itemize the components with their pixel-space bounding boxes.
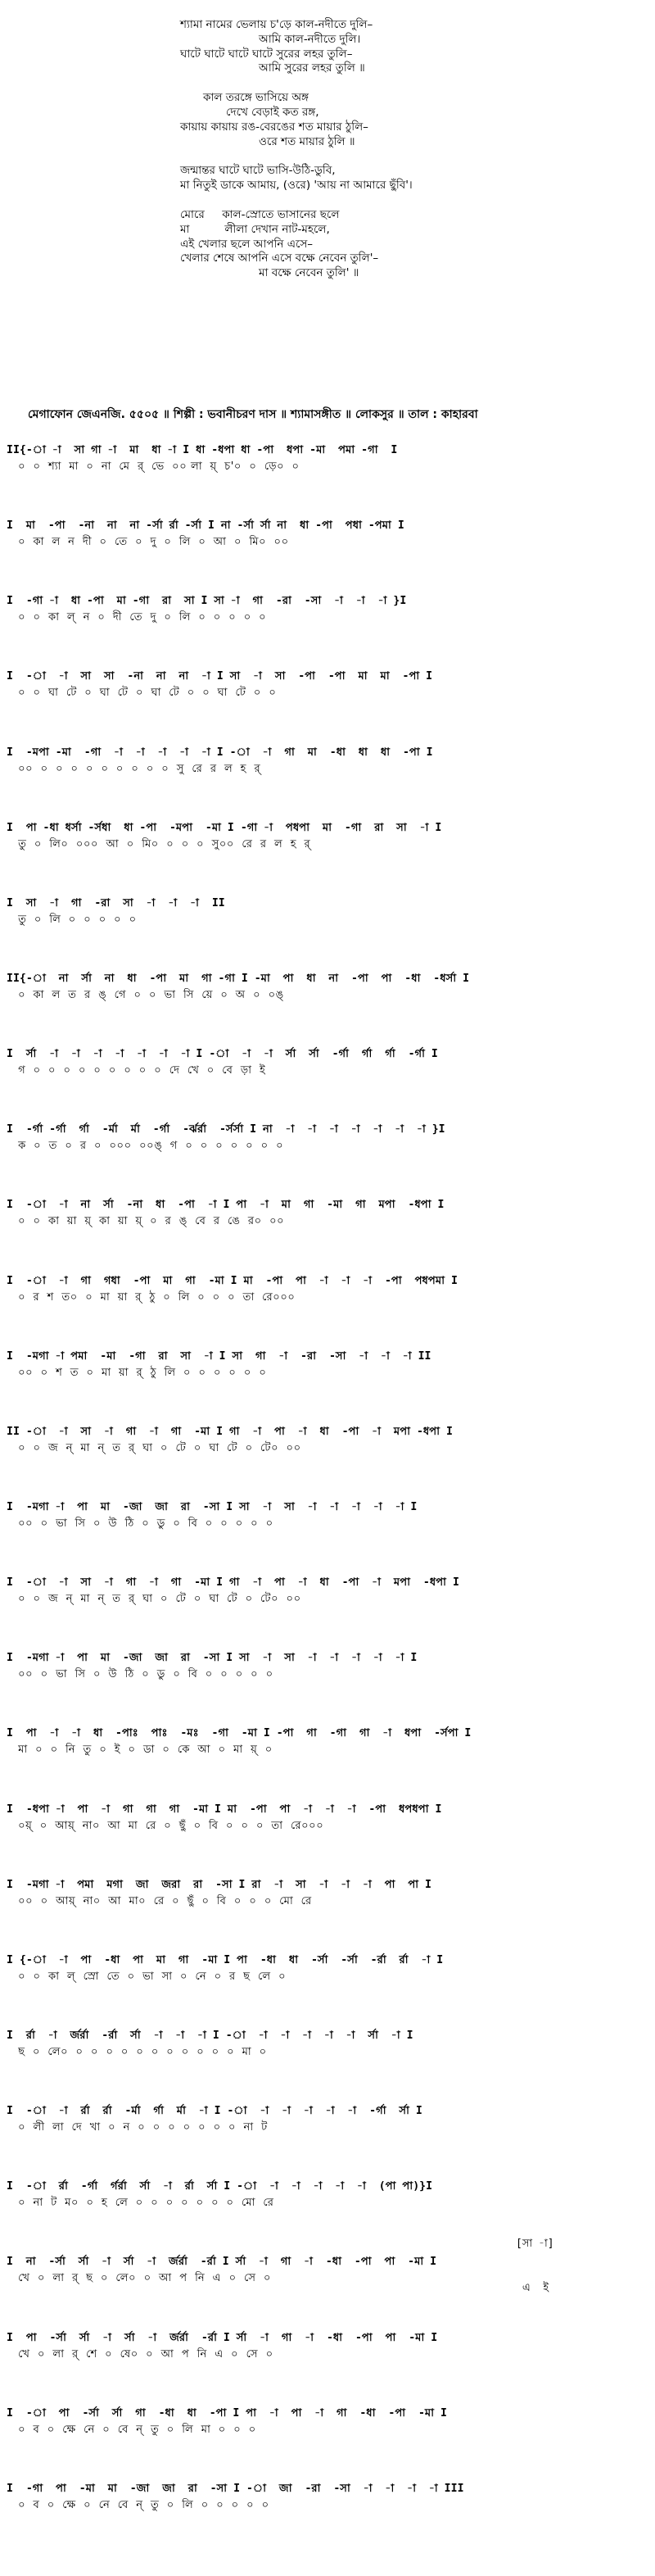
notation-block [7, 1575, 459, 1608]
lyrics-line: কাল তরঙ্গে ভাসিয়ে অঙ্গ [203, 91, 309, 105]
notation-block [7, 669, 432, 701]
notation-block [7, 2179, 432, 2211]
notation-notes-row: I -মগা -া পমা মগা জা জরা রা -সা I রা -া সা -া -া -া পা পা I [7, 1879, 431, 1891]
notation-syllable-row: ০য়্ ০ আয়্ না০ আ মা রে ০ ছুঁ ০ বি ০ ০ ০ তা রে০০০ [7, 1820, 324, 1832]
notation-block [7, 2103, 422, 2136]
notation-syllable-row: ০ কা ল ত র ঙ্ গে ০ ০ ভা সি য়ে ০ অ ০ ০ঙ্ [7, 989, 284, 1001]
notation-syllable-row: তু ০ লি ০ ০ ০ ০ ০ [7, 914, 137, 926]
notation-syllable-row: ০০ ০ আয়্ না০ আ মা০ রে ০ ছুঁ ০ বি ০ ০ ০ মো রে [7, 1895, 312, 1907]
notation-block [7, 1273, 458, 1306]
lyrics-line: দেখে বেড়াই কত রঙ্গ, [226, 105, 319, 119]
notation-syllable-row: ছ ০ লে০ ০ ০ ০ ০ ০ ০ ০ ০ ০ ০ ০ মা ০ [7, 2046, 267, 2058]
notation-syllable-row: ০ ০ জ ন্ মা ন্ ত র্ ঘা ০ টে ০ ঘা টে ০ টে০ ০০ [7, 1593, 301, 1605]
notation-block [7, 518, 404, 551]
notation-syllable-row: ০০ ০ ০ ০ ০ ০ ০ ০ ০ ০ সু রে র ল হ র্ [7, 763, 261, 775]
notation-notes-row: I {-া -া পা -ধা পা মা গা -মা I পা -ধা ধা -র্সা -র্সা -র্রা র্রা -া I [7, 1954, 444, 1966]
notation-syllable-row: ০ লী লা দে খা ০ ন ০ ০ ০ ০ ০ ০ ০ না ট [7, 2121, 268, 2134]
notation-block [7, 1726, 471, 1758]
notation-notes-row: I পা -া -া ধা -পাঃ পাঃ -মঃ -গা -মা I -পা গা -গা গা -া ধপা -র্সপা I [7, 1727, 472, 1739]
notation-syllable-row: ০ র শ ত০ ০ মা য়া র্ ঠু ০ লি ০ ০ ০ তা রে০০০ [7, 1291, 296, 1304]
notation-notes-row: I -মগা -া পা মা -জা জা রা -সা I সা -া সা -া -া -া -া -া I [7, 1652, 418, 1664]
notation-syllable-row: মা ০ ০ নি তু ০ ই ০ ডা ০ কে আ ০ মা য়্ ০ [7, 1744, 273, 1756]
lyrics-stanza [180, 91, 524, 149]
notation-syllable-row: তু ০ লি০ ০০০ আ ০ মি০ ০ ০ ০ সু০০ রে র ল হ র্ [7, 838, 311, 850]
notation-syllable-row: ০ ০ কা ল্ ন ০ দী তে দু ০ লি ০ ০ ০ ০ ০ [7, 611, 267, 624]
annotation-note [516, 2207, 554, 2311]
notation-notes-row: I -া -া গা গধা -পা মা গা -মা I মা -পা পা -া -া -া -পা পধপমা I [7, 1275, 458, 1287]
lyrics-line: মোরে কাল-স্রোতে ভাসানের ছলে [180, 207, 340, 221]
notation-block [7, 971, 469, 1004]
notation-block [7, 1650, 417, 1683]
notation-syllable-row: খে ০ লা র্ শে ০ ষে০ ০ আ প নি এ ০ সে ০ [7, 2348, 273, 2361]
notation-block [7, 2481, 464, 2514]
notation-syllable-row: ০ কা ল ন দী ০ তে ০ দু ০ লি ০ আ ০ মি০ ০০ [7, 536, 289, 548]
notation-block [7, 820, 441, 853]
lyrics-line: জন্মান্তর ঘাটে ঘাটে ভাসি-উঠি-ডুবি, [180, 164, 336, 178]
annotation-notes: [সা -া] [516, 2238, 554, 2250]
notation-block [7, 1424, 453, 1457]
lyrics-line: এই খেলার ছলে আপনি এসে– [180, 237, 314, 251]
notation-notes-row: I -গা -া ধা -পা মা -গা রা সা I সা -া গা -রা -সা -া -া -া }I [7, 595, 407, 607]
notation-notes-row: I র্রা -া র্জর্রা -র্রা র্সা -া -া -া I -া -া -া -া -া -া র্সা -া I [7, 2030, 413, 2042]
notation-notes-row: I -া র্রা -র্গা র্গর্রা র্সা -া র্রা র্সা I -া -া -া -া -া -া (পা পা)}I [7, 2180, 433, 2193]
notation-block [7, 1349, 431, 1381]
lyrics-line: ঘাটে ঘাটে ঘাটে ঘাটে সুরের লহর তুলি– [180, 47, 353, 61]
notation-notes-row: I পা -ধা ধর্সা -র্সধা ধা -পা -মপা -মা I -গা -া পধপা মা -গা রা সা -া I [7, 822, 442, 834]
notation-notes-row: I -গা পা -মা মা -জা জা রা -সা I -া জা -রা -সা -া -া -া -া III [7, 2483, 464, 2495]
notation-block [7, 1877, 431, 1910]
lyrics-stanza [180, 18, 524, 76]
lyrics-line: মা বক্ষে নেবেন তুলি' ॥ [259, 266, 359, 280]
notation-block [7, 593, 406, 626]
notation-notes-row: I -া -া না র্সা -না ধা -পা -া I পা -া মা গা -মা গা মপা -ধপা I [7, 1199, 445, 1211]
lyrics-line: আমি সুরের লহর তুলি ॥ [259, 61, 365, 75]
notation-syllable-row: ০০ ০ ভা সি ০ উ ঠি ০ ডু ০ বি ০ ০ ০ ০ ০ [7, 1517, 273, 1530]
notation-syllable-row: ০ না ট ম০ ০ হ লে ০ ০ ০ ০ ০ ০ ০ মো রে [7, 2197, 274, 2209]
lyrics-line: ওরে শত মায়ার ঠুলি ॥ [259, 134, 355, 148]
notation-notes-row: I -া -া র্রা র্রা -র্মা র্গা র্মা -া I -া -া -া -া -া -া -র্গা র্সা I [7, 2105, 422, 2117]
notation-syllable-row: ০০ ০ শ ত ০ মা য়া র্ ঠু লি ০ ০ ০ ০ ০ ০ [7, 1367, 267, 1379]
notation-notes-row: I র্সা -া -া -া -া -া -া -া I -া -া -া র্সা র্সা -র্গা র্গা র্গা -র্গা I [7, 1048, 438, 1060]
notation-notes-row: I -া -া সা -া গা -া গা -মা I গা -া পা -া ধা -পা -া মপা -ধপা I [7, 1576, 459, 1589]
notation-block [7, 2330, 437, 2363]
notation-notes-row: II{-া -া সা গা -া মা ধা -া I ধা -ধপা ধা -পা ধপা -মা পমা -গা I [7, 444, 398, 456]
notation-block [7, 1802, 441, 1834]
notation-block [7, 2406, 447, 2438]
notation-notes-row: II{-া না র্সা না ধা -পা মা গা -গা I -মা পা ধা না -পা পা -ধা -ধর্সা I [7, 973, 470, 985]
notation-syllable-row: ০ ০ জ ন্ মা ন্ ত র্ ঘা ০ টে ০ ঘা টে ০ টে০ ০০ [7, 1442, 301, 1454]
notation-syllable-row: ০০ ০ ভা সি ০ উ ঠি ০ ডু ০ বি ০ ০ ০ ০ ০ [7, 1668, 273, 1680]
notation-notes-row: II -া -া সা -া গা -া গা -মা I গা -া পা -া ধা -পা -া মপা -ধপা I [7, 1426, 453, 1438]
notation-notes-row: I -মগা -া পমা -মা -গা রা সা -া I সা গা -া -রা -সা -া -া -া II [7, 1350, 431, 1363]
lyrics-line: কায়ায় কায়ায় রঙ-বেরঙের শত মায়ার ঠুলি– [180, 120, 368, 134]
notation-notes-row: I -া পা -র্সা র্সা গা -ধা ধা -পা I পা -া পা -া গা -ধা -পা -মা I [7, 2407, 447, 2420]
notation-syllable-row: ০ ০ কা য়া য়্ কা য়া য়্ ০ র ঙ্ বে র ঙে র০ ০০ [7, 1215, 285, 1227]
lyrics-line: মা লীলা দেখান নাট-মহলে, [180, 222, 330, 236]
notation-block [7, 442, 397, 475]
notation-notes-row: I -ধপা -া পা -া গা গা গা -মা I মা -পা পা -া -া -া -পা ধপধপা I [7, 1803, 442, 1816]
notation-syllable-row: ০ ব ০ ক্ষে ০ নে বে ন্ তু ০ লি ০ ০ ০ ০ ০ [7, 2499, 269, 2511]
notation-block [7, 745, 433, 778]
lyrics-stanza [180, 164, 524, 193]
notation-notes-row: I সা -া গা -রা সা -া -া -া II [7, 897, 225, 909]
notation-block [7, 1046, 438, 1079]
lyrics-line: খেলার শেষে আপনি এসে বক্ষে নেবেন তুলি'– [180, 252, 379, 265]
notation-block [7, 1122, 445, 1154]
notation-syllable-row: ০ ০ কা ল্ স্রো তে ০ ভা সা ০ নে ০ র ছ লে ০ [7, 1971, 287, 1983]
notation-notes-row: I -া -া সা সা -না না না -া I সা -া সা -পা -পা মা মা -পা I [7, 670, 433, 683]
notation-block [7, 1499, 417, 1532]
notation-notes-row: I না -র্সা র্সা -া র্সা -া র্জর্রা -র্রা I র্সা -া গা -া -ধা -পা পা -মা I [7, 2256, 437, 2268]
notation-notes-row: I মা -পা -না না না -র্সা র্রা -র্সা I না -র্সা র্সা না ধা -পা পধা -পমা I [7, 519, 404, 532]
lyrics [180, 18, 524, 296]
notation-notes-row: I -মগা -া পা মা -জা জা রা -সা I সা -া সা -া -া -া -া -া I [7, 1501, 418, 1513]
notation-block [7, 1952, 443, 1985]
annotation-syllables: এ ই [516, 2282, 549, 2294]
notation-syllable-row: গ ০ ০ ০ ০ ০ ০ ০ ০ ০ দে খে ০ বে ড়া ই [7, 1064, 266, 1077]
notation-block [7, 896, 225, 928]
notation-syllable-row: ০ ০ ঘা টে ০ ঘা টে ০ ঘা টে ০ ০ ঘা টে ০ ০ [7, 687, 277, 699]
lyrics-line: মা নিতুই ডাকে আমায়, (ওরে) 'আয় না আমারে ছুঁবি'। [180, 179, 413, 193]
notation-notes-row: I পা -র্সা র্সা -া র্সা -া র্জর্রা -র্রা I র্সা -া গা -া -ধা -পা পা -মা I [7, 2332, 438, 2344]
lyrics-line: শ্যামা নামের ভেলায় চ'ড়ে কাল-নদীতে দুলি– [180, 18, 373, 31]
notation-block [7, 2028, 413, 2061]
notation-block [7, 1197, 444, 1230]
song-title-line: মেগাফোন জেএনজি. ৫৫০৫ ॥ শিল্পী : ভবানীচরণ দাস ॥ শ্যামাসঙ্গীত ॥ লোকসুর ॥ তাল : কাহারবা [28, 408, 478, 421]
notation-syllable-row: ০ ব ০ ক্ষে নে ০ বে ন্ তু ০ লি মা ০ ০ ০ [7, 2424, 256, 2436]
lyrics-stanza [180, 208, 524, 281]
notation-syllable-row: ০ ০ শ্যা মা ০ না মে র্ ভে ০০ লা য়্ চ'০ ০ ড়ে০ ০ [7, 460, 300, 473]
lyrics-line: আমি কাল-নদীতে দুলি। [259, 32, 361, 46]
notation-notes-row: I -মপা -মা -গা -া -া -া -া -া I -া -া গা মা -ধা ধা ধা -পা I [7, 746, 433, 759]
notation-syllable-row: খে ০ লা র্ ছ ০ লে০ ০ আ প নি এ ০ সে ০ [7, 2272, 272, 2284]
notation-syllable-row: ক ০ ত ০ র ০ ০০০ ০০ঙ্ গ ০ ০ ০ ০ ০ ০ ০ [7, 1140, 284, 1152]
notation-notes-row: I -র্গা -র্গা র্গা -র্মা র্মা -র্গা -র্ঝর্রা -র্সর্সা I না -া -া -া -া -া -া -া }I [7, 1123, 445, 1136]
notation-block [7, 2254, 436, 2287]
